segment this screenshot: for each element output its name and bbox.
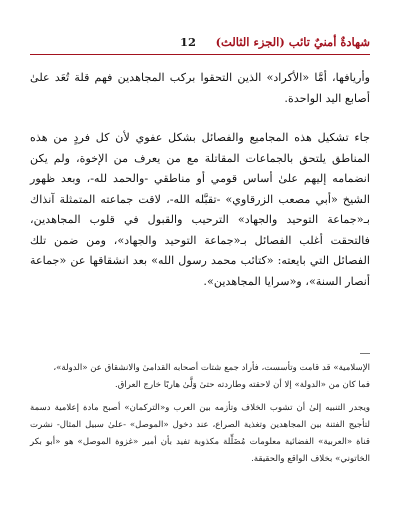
page-header (30, 32, 370, 52)
footnote-line-1: الإسلامية» قد قامت وتأسست، فأراد جمع شتات أصحابه القدامىٰ والانشقاق عن «الدولة»، (53, 363, 370, 373)
running-title: شهادةٌ أمنيٌ تائب (الجزء الثالث) (215, 35, 370, 49)
footnote-line-2: فما كان من «الدولة» إلا أن لاحقته وطاردته حتىٰ وَلَّىٰ هاربًا خارج العراق. (114, 380, 370, 390)
body-paragraph-2 (30, 128, 370, 292)
footnote-paragraph: ويجدر التنبيه إلىٰ أن تشوب الخلاف وتأزمه بين العرب و«التركمان» أصبح مادة إعلامية دسمة لتأجيج الفتنة بين المجاهدين وتغذية الصراع، عند دخول «الموصل» -علىٰ سبيل المثال- نشرت قناة «العربية» الفضائية معلومات مُضَلِّلة مكذوبة تفيد بأن أمير «غزوة الموصل» هو «أبو بكر الخاتوني» بخلاف الواقع والحقيقة. (30, 403, 370, 464)
footnotes (30, 360, 370, 468)
paragraph-text: وأريافها، أمَّا «الأكراد» الذين التحقوا بركب المجاهدين فهم قلة تُعَد علىٰ أصابع اليد الواحدة. (30, 71, 370, 105)
page-number: 12 (180, 35, 197, 49)
footnote-separator (360, 353, 370, 354)
header-divider (30, 54, 370, 55)
body-paragraph-1 (30, 68, 370, 109)
paragraph-text: جاء تشكيل هذه المجاميع والفصائل بشكل عفوي لأن كل فردٍ من هذه المناطق يلتحق بالجماعات المقاتلة مع من يعرف من الإخوة، ولم يكن انضمامه إليهم علىٰ أساس قومي أو مناطقي -والحمد لله-، وبعد ظهور الشيخ «أبي مصعب الزرقاوي» -تقبَّله الله-، لاقت جماعته المتمثلة آنذاك بـ«جماعة التوحيد والجهاد» الترحيب والقبول في قلوب المجاهدين، فالتحقت أغلب الفصائل بـ«جماعة التوحيد والجهاد»، ومن ضمن تلك الفصائل التي بايعته: «كتائب محمد رسول الله» بعد انشقاقها عن «جماعة أنصار السنة»، و«سرايا المجاهدين». (30, 131, 370, 288)
